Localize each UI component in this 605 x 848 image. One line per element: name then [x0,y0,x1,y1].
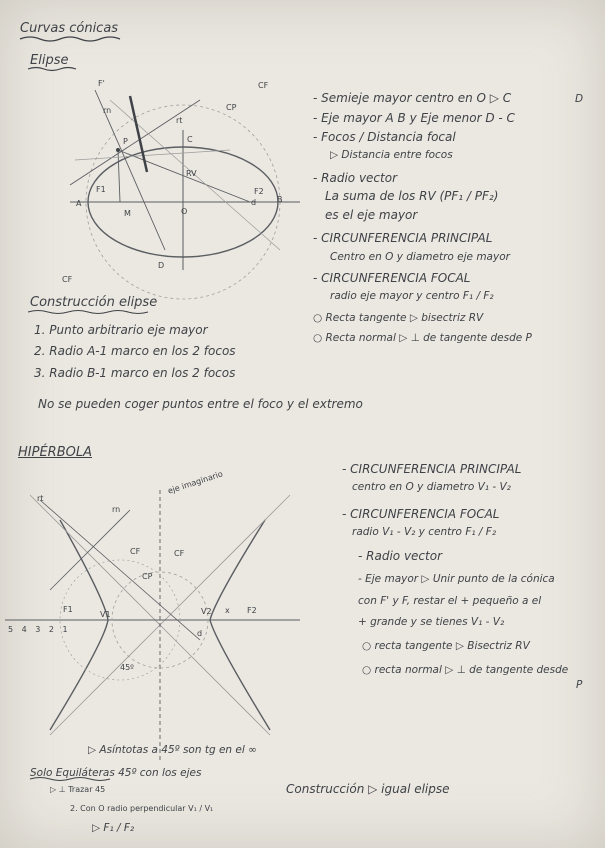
radio-vector-2 [118,150,250,202]
hiperbola-heading: HIPÉRBOLA [18,445,92,460]
recta-normal-h [50,510,130,590]
label-f2: F2 [254,187,264,196]
radio-vector-1 [118,150,120,202]
construccion-note: No se pueden coger puntos entre el foco y el extremo [38,397,363,411]
label-h-v1: V1 [100,610,111,619]
label-o: O [181,207,188,216]
asintota-2 [50,495,290,735]
label-p: P [123,137,128,146]
pen-mark [130,96,147,172]
ellipse-note-8: es el eje mayor [325,208,418,222]
hyperbola-note-10: ○ recta normal ▷ ⊥ de tangente desde [362,664,569,676]
hyperbola-right-branch [210,520,270,730]
label-h-d: d [197,629,203,638]
page-title: Curvas cónicas [20,21,119,36]
label-cp: CP [226,103,237,112]
label-cf-bottom: CF [62,275,73,284]
construccion-elipse-heading: Construcción elipse [30,295,158,310]
bottom-note-5: ▷ F₁ / F₂ [92,822,135,834]
label-rn: rn [103,106,112,115]
label-h-cp: CP [142,572,153,581]
construccion-step-2: 2. Radio A-1 marco en los 2 focos [34,344,236,358]
ellipse-note-14: ○ Recta normal ▷ ⊥ de tangente desde P [313,332,532,344]
ellipse-note-1: - Semieje mayor centro en O ▷ C [313,91,512,105]
ellipse-note-10: Centro en O y diametro eje mayor [330,251,510,263]
label-f1: F1 [96,185,106,194]
label-dd: D [158,261,165,270]
label-h-ticks: 5 4 3 2 1 [8,625,71,634]
ellipse-note-3: - Eje mayor A B y Eje menor D - C [313,111,515,125]
hyperbola-note-4: radio V₁ - V₂ y centro F₁ / F₂ [352,526,497,538]
asintota-1 [30,495,270,735]
label-rv: RV [186,169,197,178]
label-m: M [124,209,131,218]
label-h-f1: F1 [63,605,73,614]
label-f-prime: F' [98,79,105,88]
ellipse-note-4: - Focos / Distancia focal [313,130,456,144]
label-b: B [277,195,283,204]
label-h-rt: rt [37,494,44,503]
label-h-v2: V2 [201,607,212,616]
ellipse-note-9: - CIRCUNFERENCIA PRINCIPAL [313,231,493,245]
label-h-f2: F2 [247,606,257,615]
label-rt: rt [176,116,183,125]
ellipse-note-11: - CIRCUNFERENCIA FOCAL [313,271,471,285]
label-h-rn: rn [112,505,121,514]
ellipse-note-12: radio eje mayor y centro F₁ / F₂ [330,290,494,302]
hyperbola-note-7: con F' y F, restar el + pequeño a el [358,595,542,607]
hyperbola-note-6: - Eje mayor ▷ Unir punto de la cónica [358,573,555,585]
hyperbola-note-8: + grande y se tienes V₁ - V₂ [358,616,505,628]
label-cf-top: CF [258,81,269,90]
hyperbola-note-1: - CIRCUNFERENCIA PRINCIPAL [342,462,522,476]
ellipse-figure [70,90,300,299]
hiperbola-construccion-note: Construcción ▷ igual elipse [286,782,450,796]
label-d: d [251,198,257,207]
hyperbola-note-2: centro en O y diametro V₁ - V₂ [352,481,511,493]
ellipse-note-5: ▷ Distancia entre focos [330,149,453,161]
hyperbola-note-3: - CIRCUNFERENCIA FOCAL [342,507,500,521]
ellipse-note-13: ○ Recta tangente ▷ bisectriz RV [313,312,484,324]
hyperbola-note-5: - Radio vector [358,549,443,563]
hyperbola-note-11: P [576,679,583,691]
title-underline [20,37,120,41]
ellipse-note-7: La suma de los RV (PF₁ / PF₂) [325,189,499,203]
bottom-note-2: Solo Equiláteras 45º con los ejes [30,767,202,779]
label-c: C [187,135,193,144]
label-eje-imaginario: eje imaginario [166,469,224,496]
bottom-note-3: ▷ ⊥ Trazar 45 [50,785,106,794]
label-h-angle: 45º [120,663,134,672]
recta-tangente-h [40,500,203,640]
label-a: A [76,199,82,208]
bottom-note-1: ▷ Asíntotas a 45º son tg en el ∞ [88,744,257,756]
bottom-note-4: 2. Con O radio perpendicular V₁ / V₁ [70,804,214,813]
construccion-step-3: 3. Radio B-1 marco en los 2 focos [34,366,236,380]
elipse-heading: Elipse [30,53,69,68]
construccion-underline [28,311,148,314]
ellipse-note-2: D [575,93,584,105]
hyperbola-note-9: ○ recta tangente ▷ Bisectriz RV [362,640,530,652]
ellipse-note-6: - Radio vector [313,171,398,185]
construccion-step-1: 1. Punto arbitrario eje mayor [34,323,208,337]
label-h-x: x [225,606,230,615]
label-h-cf-left: CF [130,547,141,556]
label-h-cf-right: CF [174,549,185,558]
aux-line [75,150,230,160]
